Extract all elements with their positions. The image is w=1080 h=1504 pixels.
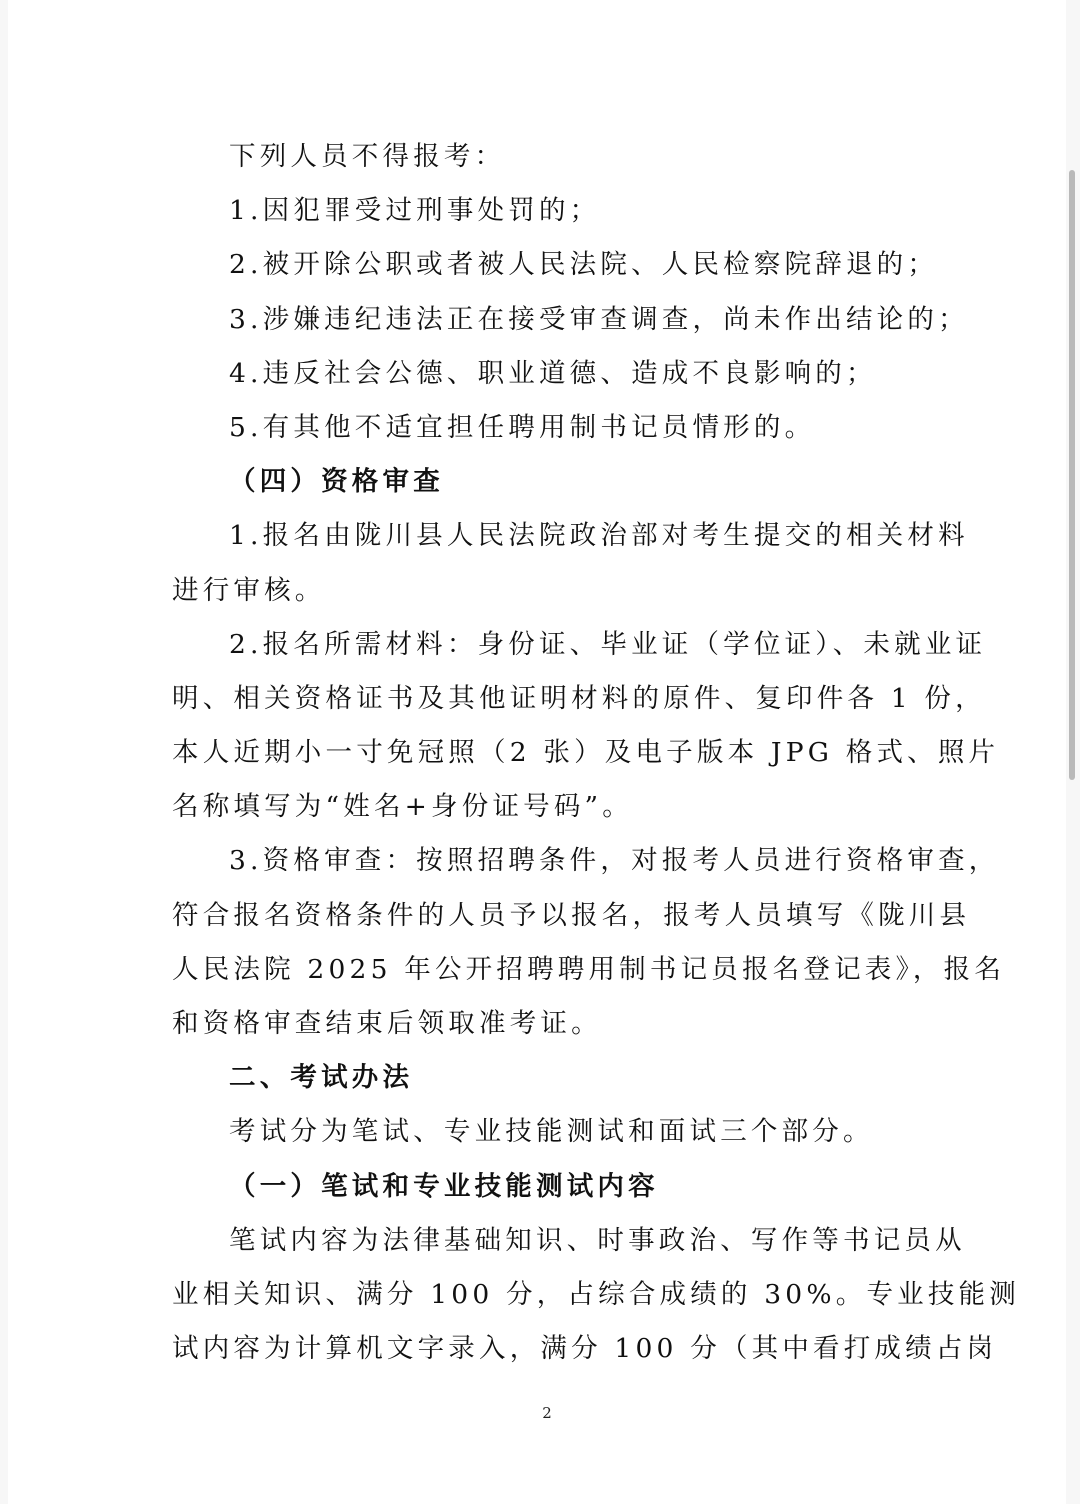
list-item: 1.因犯罪受过刑事处罚的； <box>229 195 601 227</box>
list-item: 4.违反社会公德、职业道德、造成不良影响的； <box>229 357 877 389</box>
paragraph-line: 笔试内容为法律基础知识、时事政治、写作等书记员从 <box>229 1224 966 1256</box>
scrollbar-thumb[interactable] <box>1069 170 1075 780</box>
paragraph-line: 1.报名由陇川县人民法院政治部对考生提交的相关材料 <box>229 520 969 552</box>
document-page <box>8 0 1066 1504</box>
paragraph-line: 明、相关资格证书及其他证明材料的原件、复印件各 1 份， <box>172 682 986 714</box>
chapter-heading: 二、考试办法 <box>229 1062 414 1094</box>
paragraph-line: 2.报名所需材料：身份证、毕业证（学位证）、未就业证 <box>229 628 987 660</box>
paragraph-line: 业相关知识、满分 100 分，占综合成绩的 30%。专业技能测 <box>172 1278 1020 1310</box>
paragraph-line: 试内容为计算机文字录入，满分 100 分（其中看打成绩占岗 <box>172 1333 998 1365</box>
list-item: 5.有其他不适宜担任聘用制书记员情形的。 <box>229 411 816 443</box>
paragraph-line: 下列人员不得报考： <box>229 141 506 172</box>
document-body <box>172 130 1020 1376</box>
paragraph-line: 和资格审查结束后领取准考证。 <box>172 1008 602 1039</box>
paragraph-line: 3.资格审查：按照招聘条件，对报考人员进行资格审查， <box>229 845 1000 877</box>
paragraph-line: 人民法院 2025 年公开招聘聘用制书记员报名登记表》，报名 <box>172 953 1006 985</box>
section-heading: （一）笔试和专业技能测试内容 <box>229 1170 659 1202</box>
paragraph-line: 本人近期小一寸免冠照（2 张）及电子版本 JPG 格式、照片 <box>172 737 1000 769</box>
paragraph-line: 符合报名资格条件的人员予以报名，报考人员填写《陇川县 <box>172 899 971 931</box>
paragraph-line: 名称填写为“姓名+身份证号码”。 <box>172 791 633 823</box>
page-number: 2 <box>542 1404 552 1422</box>
section-heading: （四）资格审查 <box>229 466 444 498</box>
paragraph-line: 考试分为笔试、专业技能测试和面试三个部分。 <box>229 1116 874 1148</box>
list-item: 2.被开除公职或者被人民法院、人民检察院辞退的； <box>229 249 939 281</box>
list-item: 3.涉嫌违纪违法正在接受审查调查，尚未作出结论的； <box>229 303 969 335</box>
paragraph-line: 进行审核。 <box>172 574 326 606</box>
vertical-scrollbar[interactable] <box>1066 0 1080 1504</box>
